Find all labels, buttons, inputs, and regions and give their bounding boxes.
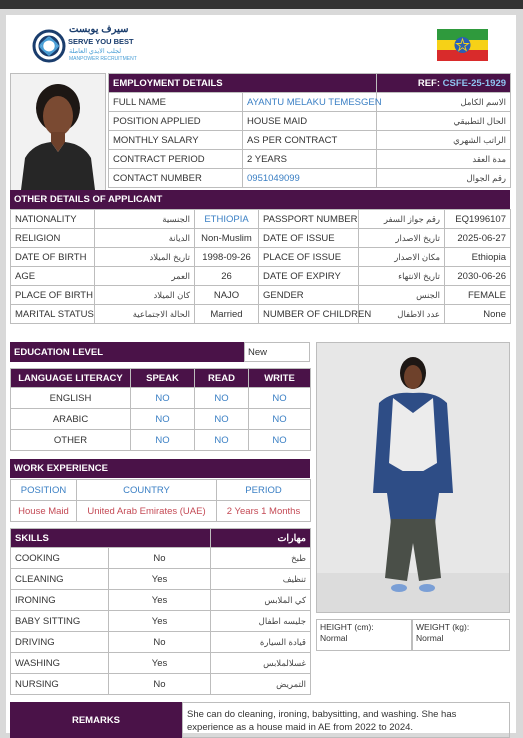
detail-label: PLACE OF ISSUE [259, 248, 359, 267]
detail-label: DATE OF ISSUE [259, 229, 359, 248]
work-column-header: PERIOD [217, 480, 311, 501]
skill-value: Yes [109, 611, 211, 632]
language-write: NO [249, 388, 311, 409]
employment-value: HOUSE MAID [243, 112, 377, 131]
company-logo-icon [32, 29, 66, 63]
detail-row [11, 210, 511, 229]
detail-value: 2025-06-27 [445, 229, 511, 248]
language-column-header: LANGUAGE LITERACY [11, 369, 131, 388]
detail-label: PLACE OF BIRTH [11, 286, 95, 305]
detail-value: FEMALE [445, 286, 511, 305]
full-body-photo [316, 342, 510, 613]
work-column-header: POSITION [11, 480, 77, 501]
language-column-header: WRITE [249, 369, 311, 388]
detail-label-arabic: رقم جواز السفر [359, 210, 445, 229]
detail-row [11, 267, 511, 286]
height-label: HEIGHT (cm): [320, 622, 374, 632]
employment-label-arabic: الحال التطبيقي [377, 112, 511, 131]
language-table [10, 368, 311, 451]
skill-name: NURSING [11, 674, 109, 695]
work-experience-header: WORK EXPERIENCE [10, 459, 310, 478]
skill-row [11, 569, 311, 590]
employment-label-arabic: مدة العقد [377, 150, 511, 169]
detail-label-arabic: الديانة [95, 229, 195, 248]
employment-label-arabic: الاسم الكامل [377, 93, 511, 112]
detail-value: 26 [195, 267, 259, 286]
detail-row [11, 248, 511, 267]
language-name: ARABIC [11, 409, 131, 430]
detail-label-arabic: كان الميلاد [95, 286, 195, 305]
logo-arabic-name: سيرف يوبست [69, 24, 129, 35]
skill-name: WASHING [11, 653, 109, 674]
employment-row [109, 169, 511, 188]
employment-header: EMPLOYMENT DETAILS [109, 74, 377, 93]
employment-row [109, 150, 511, 169]
height-value: Normal [320, 633, 348, 643]
detail-label-arabic: تاريخ الميلاد [95, 248, 195, 267]
employment-value: 2 YEARS [243, 150, 377, 169]
language-speak: NO [131, 388, 195, 409]
cv-page [6, 15, 516, 733]
detail-label: NUMBER OF CHILDREN [259, 305, 359, 324]
language-row [11, 430, 311, 451]
detail-label-arabic: مكان الاصدار [359, 248, 445, 267]
detail-label: MARITAL STATUS [11, 305, 95, 324]
work-column-header: COUNTRY [77, 480, 217, 501]
skill-value: No [109, 548, 211, 569]
employment-value: 0951049099 [243, 169, 377, 188]
detail-label: DATE OF EXPIRY [259, 267, 359, 286]
height-box [316, 619, 412, 651]
logo-name: SERVE YOU BEST [68, 37, 134, 46]
skill-value: Yes [109, 569, 211, 590]
work-position: House Maid [11, 501, 77, 522]
skill-name-arabic: تنظيف [211, 569, 311, 590]
skill-name-arabic: التمريض [211, 674, 311, 695]
language-row [11, 388, 311, 409]
detail-label-arabic: الحالة الاجتماعية [95, 305, 195, 324]
ethiopia-flag-icon [437, 29, 488, 61]
language-row [11, 409, 311, 430]
education-value: New [244, 342, 310, 362]
education-label: EDUCATION LEVEL [10, 342, 244, 362]
passport-photo [10, 73, 106, 191]
detail-value: 1998-09-26 [195, 248, 259, 267]
work-country: United Arab Emirates (UAE) [77, 501, 217, 522]
skill-name: CLEANING [11, 569, 109, 590]
detail-value: Married [195, 305, 259, 324]
logo-tagline: MANPOWER RECRUITMENT [69, 56, 137, 62]
logo-arabic-sub: لجلب الايدي العاملة [69, 48, 122, 55]
skill-name: DRIVING [11, 632, 109, 653]
detail-row [11, 305, 511, 324]
work-row [11, 501, 311, 522]
employment-value: AYANTU MELAKU TEMESGEN [243, 93, 377, 112]
remarks-label: REMARKS [10, 702, 182, 738]
detail-label-arabic: عدد الاطفال [359, 305, 445, 324]
language-write: NO [249, 430, 311, 451]
language-column-header: SPEAK [131, 369, 195, 388]
employment-details-table [108, 73, 511, 188]
employment-label: FULL NAME [109, 93, 243, 112]
skill-name-arabic: كي الملابس [211, 590, 311, 611]
language-column-header: READ [195, 369, 249, 388]
language-speak: NO [131, 409, 195, 430]
work-period: 2 Years 1 Months [217, 501, 311, 522]
detail-label: AGE [11, 267, 95, 286]
language-speak: NO [131, 430, 195, 451]
remarks-text: She can do cleaning, ironing, babysitting, and washing. She has experience as a house maid in AE from 2022 to 2024. [182, 702, 510, 738]
language-read: NO [195, 388, 249, 409]
employment-label-arabic: رقم الجوال [377, 169, 511, 188]
employment-row [109, 93, 511, 112]
skills-header: SKILLS [11, 529, 211, 548]
employment-row [109, 131, 511, 150]
skill-name-arabic: قيادة السيارة [211, 632, 311, 653]
top-bar [0, 0, 523, 9]
detail-label: RELIGION [11, 229, 95, 248]
detail-value: Non-Muslim [195, 229, 259, 248]
employment-label: CONTRACT PERIOD [109, 150, 243, 169]
employment-value: AS PER CONTRACT [243, 131, 377, 150]
skill-value: No [109, 632, 211, 653]
employment-row [109, 112, 511, 131]
detail-label: DATE OF BIRTH [11, 248, 95, 267]
detail-label: PASSPORT NUMBER [259, 210, 359, 229]
detail-label: GENDER [259, 286, 359, 305]
language-name: OTHER [11, 430, 131, 451]
skill-row [11, 674, 311, 695]
skill-row [11, 548, 311, 569]
reference: REF: CSFE-25-1929 [377, 74, 511, 93]
detail-value: EQ1996107 [445, 210, 511, 229]
detail-label-arabic: تاريخ الانتهاء [359, 267, 445, 286]
skill-value: No [109, 674, 211, 695]
detail-value: None [445, 305, 511, 324]
skill-value: Yes [109, 653, 211, 674]
detail-value: NAJO [195, 286, 259, 305]
detail-label: NATIONALITY [11, 210, 95, 229]
weight-value: Normal [416, 633, 444, 643]
detail-value: ETHIOPIA [195, 210, 259, 229]
skill-name: BABY SITTING [11, 611, 109, 632]
detail-label-arabic: الجنسية [95, 210, 195, 229]
language-read: NO [195, 409, 249, 430]
skill-row [11, 611, 311, 632]
skill-name-arabic: طبخ [211, 548, 311, 569]
detail-label-arabic: الجنس [359, 286, 445, 305]
detail-value: Ethiopia [445, 248, 511, 267]
employment-label: MONTHLY SALARY [109, 131, 243, 150]
language-write: NO [249, 409, 311, 430]
employment-label-arabic: الراتب الشهري [377, 131, 511, 150]
language-name: ENGLISH [11, 388, 131, 409]
weight-label: WEIGHT (kg): [416, 622, 470, 632]
work-experience-table [10, 479, 311, 522]
skill-name: IRONING [11, 590, 109, 611]
skill-value: Yes [109, 590, 211, 611]
other-details-header: OTHER DETAILS OF APPLICANT [10, 190, 510, 209]
other-details-table [10, 209, 511, 324]
detail-label-arabic: تاريخ الاصدار [359, 229, 445, 248]
detail-label-arabic: العمر [95, 267, 195, 286]
skill-name-arabic: جليسه اطفال [211, 611, 311, 632]
skill-name-arabic: غسلالملابس [211, 653, 311, 674]
weight-box [412, 619, 510, 651]
employment-label: CONTACT NUMBER [109, 169, 243, 188]
skill-row [11, 653, 311, 674]
skills-table [10, 528, 311, 695]
skill-row [11, 590, 311, 611]
employment-label: POSITION APPLIED [109, 112, 243, 131]
skill-name: COOKING [11, 548, 109, 569]
detail-row [11, 286, 511, 305]
detail-row [11, 229, 511, 248]
language-read: NO [195, 430, 249, 451]
skills-header-arabic: مهارات [211, 529, 311, 548]
detail-value: 2030-06-26 [445, 267, 511, 286]
skill-row [11, 632, 311, 653]
